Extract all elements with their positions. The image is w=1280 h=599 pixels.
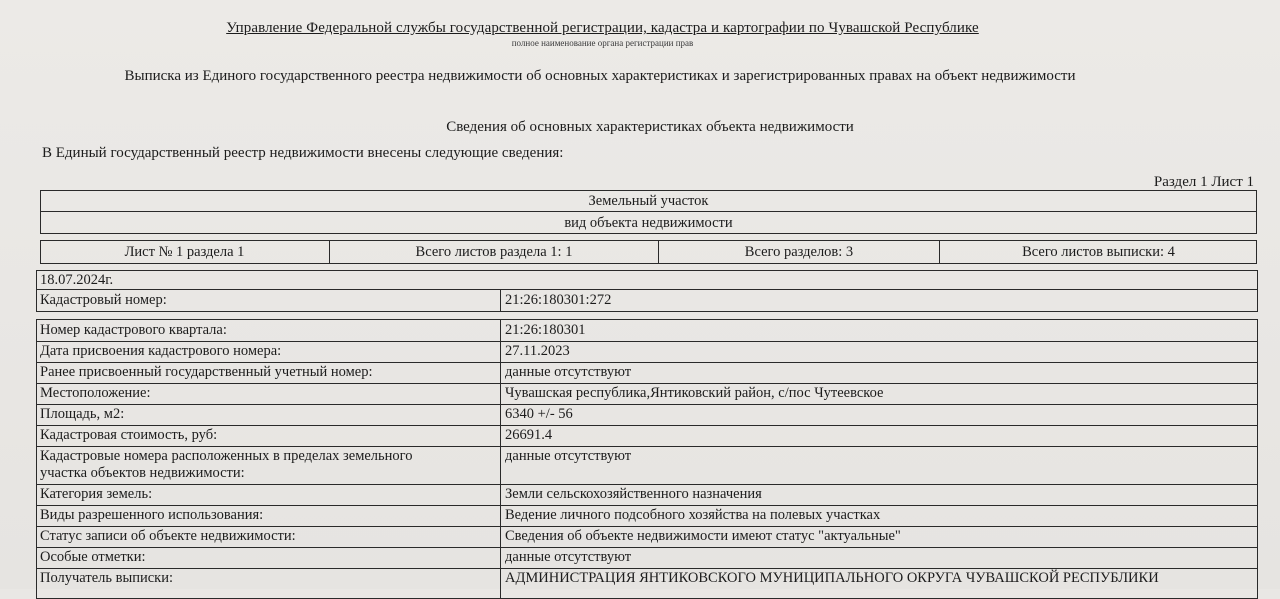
table-row-line <box>36 484 1258 485</box>
sheet-reference: Раздел 1 Лист 1 <box>1153 174 1254 190</box>
row-value-assignment-date: 27.11.2023 <box>505 343 570 359</box>
table-row-line <box>36 446 1258 447</box>
row-label-land-category: Категория земель: <box>40 486 153 502</box>
table-row-line <box>36 383 1258 384</box>
organization-caption: полное наименование органа регистрации прав <box>511 38 694 48</box>
row-label-location: Местоположение: <box>40 385 151 401</box>
row-value-special-notes: данные отсутствуют <box>505 549 632 565</box>
table-row-line <box>36 362 1258 363</box>
row-label-previous-number: Ранее присвоенный государственный учетный номер: <box>40 364 373 380</box>
row-label-area: Площадь, м2: <box>40 406 125 422</box>
extract-date: 18.07.2024г. <box>40 272 114 288</box>
document-title: Выписка из Единого государственного реестра недвижимости об основных характеристиках и зарегистрированных правах на объект недвижимости <box>124 68 1076 84</box>
table-row-line <box>36 341 1258 342</box>
row-label-contained-objects: Кадастровые номера расположенных в пределах земельного <box>40 448 413 464</box>
stats-total-sheets-extract: Всего листов выписки: 4 <box>1022 244 1175 260</box>
row-value-previous-number: данные отсутствуют <box>505 364 632 380</box>
row-value-recipient: АДМИНИСТРАЦИЯ ЯНТИКОВСКОГО МУНИЦИПАЛЬНОГО ОКРУГА ЧУВАШСКОЙ РЕСПУБЛИКИ <box>505 570 1159 586</box>
object-type: Земельный участок <box>588 193 709 209</box>
stats-total-sections: Всего разделов: 3 <box>744 244 854 260</box>
organization-name: Управление Федеральной службы государственной регистрации, кадастра и картографии по Чувашской Республике <box>226 20 979 36</box>
cadastral-number-label: Кадастровый номер: <box>40 292 167 308</box>
row-value-cadastral-value: 26691.4 <box>505 427 553 443</box>
stats-sheet: Лист № 1 раздела 1 <box>124 244 245 260</box>
row-label-record-status: Статус записи об объекте недвижимости: <box>40 528 296 544</box>
row-label-cadastral-value: Кадастровая стоимость, руб: <box>40 427 218 443</box>
cadastral-number-value: 21:26:180301:272 <box>505 292 612 308</box>
table-row-line <box>36 568 1258 569</box>
row-label-special-notes: Особые отметки: <box>40 549 146 565</box>
row-label-permitted-use: Виды разрешенного использования: <box>40 507 264 523</box>
table-row-line <box>36 425 1258 426</box>
row-value-record-status: Сведения об объекте недвижимости имеют статус "актуальные" <box>505 528 901 544</box>
row-value-permitted-use: Ведение личного подсобного хозяйства на полевых участках <box>505 507 881 523</box>
table-row-line <box>36 547 1258 548</box>
row-label-assignment-date: Дата присвоения кадастрового номера: <box>40 343 282 359</box>
cadastral-divider <box>500 289 501 312</box>
object-type-divider <box>40 211 1257 212</box>
row-value-area: 6340 +/- 56 <box>505 406 573 422</box>
row-label-recipient: Получатель выписки: <box>40 570 173 586</box>
table-row-line <box>36 505 1258 506</box>
table-row-line <box>36 526 1258 527</box>
section-title: Сведения об основных характеристиках объекта недвижимости <box>446 119 854 135</box>
row-value-location: Чувашская республика,Янтиковский район, с/пос Чутеевское <box>505 385 884 401</box>
date-divider <box>36 289 1258 290</box>
table-row-line <box>36 404 1258 405</box>
table-column-divider <box>500 319 501 599</box>
row-label-contained-objects-line2: участка объектов недвижимости: <box>40 465 245 481</box>
intro-text: В Единый государственный реестр недвижимости внесены следующие сведения: <box>42 145 564 161</box>
stats-total-sheets-section: Всего листов раздела 1: 1 <box>415 244 573 260</box>
row-label-cadastral-quarter: Номер кадастрового квартала: <box>40 322 227 338</box>
row-value-land-category: Земли сельскохозяйственного назначения <box>505 486 762 502</box>
row-value-cadastral-quarter: 21:26:180301 <box>505 322 586 338</box>
date-cadastral-box <box>36 270 1258 312</box>
object-type-caption: вид объекта недвижимости <box>564 215 733 231</box>
row-value-contained-objects: данные отсутствуют <box>505 448 632 464</box>
